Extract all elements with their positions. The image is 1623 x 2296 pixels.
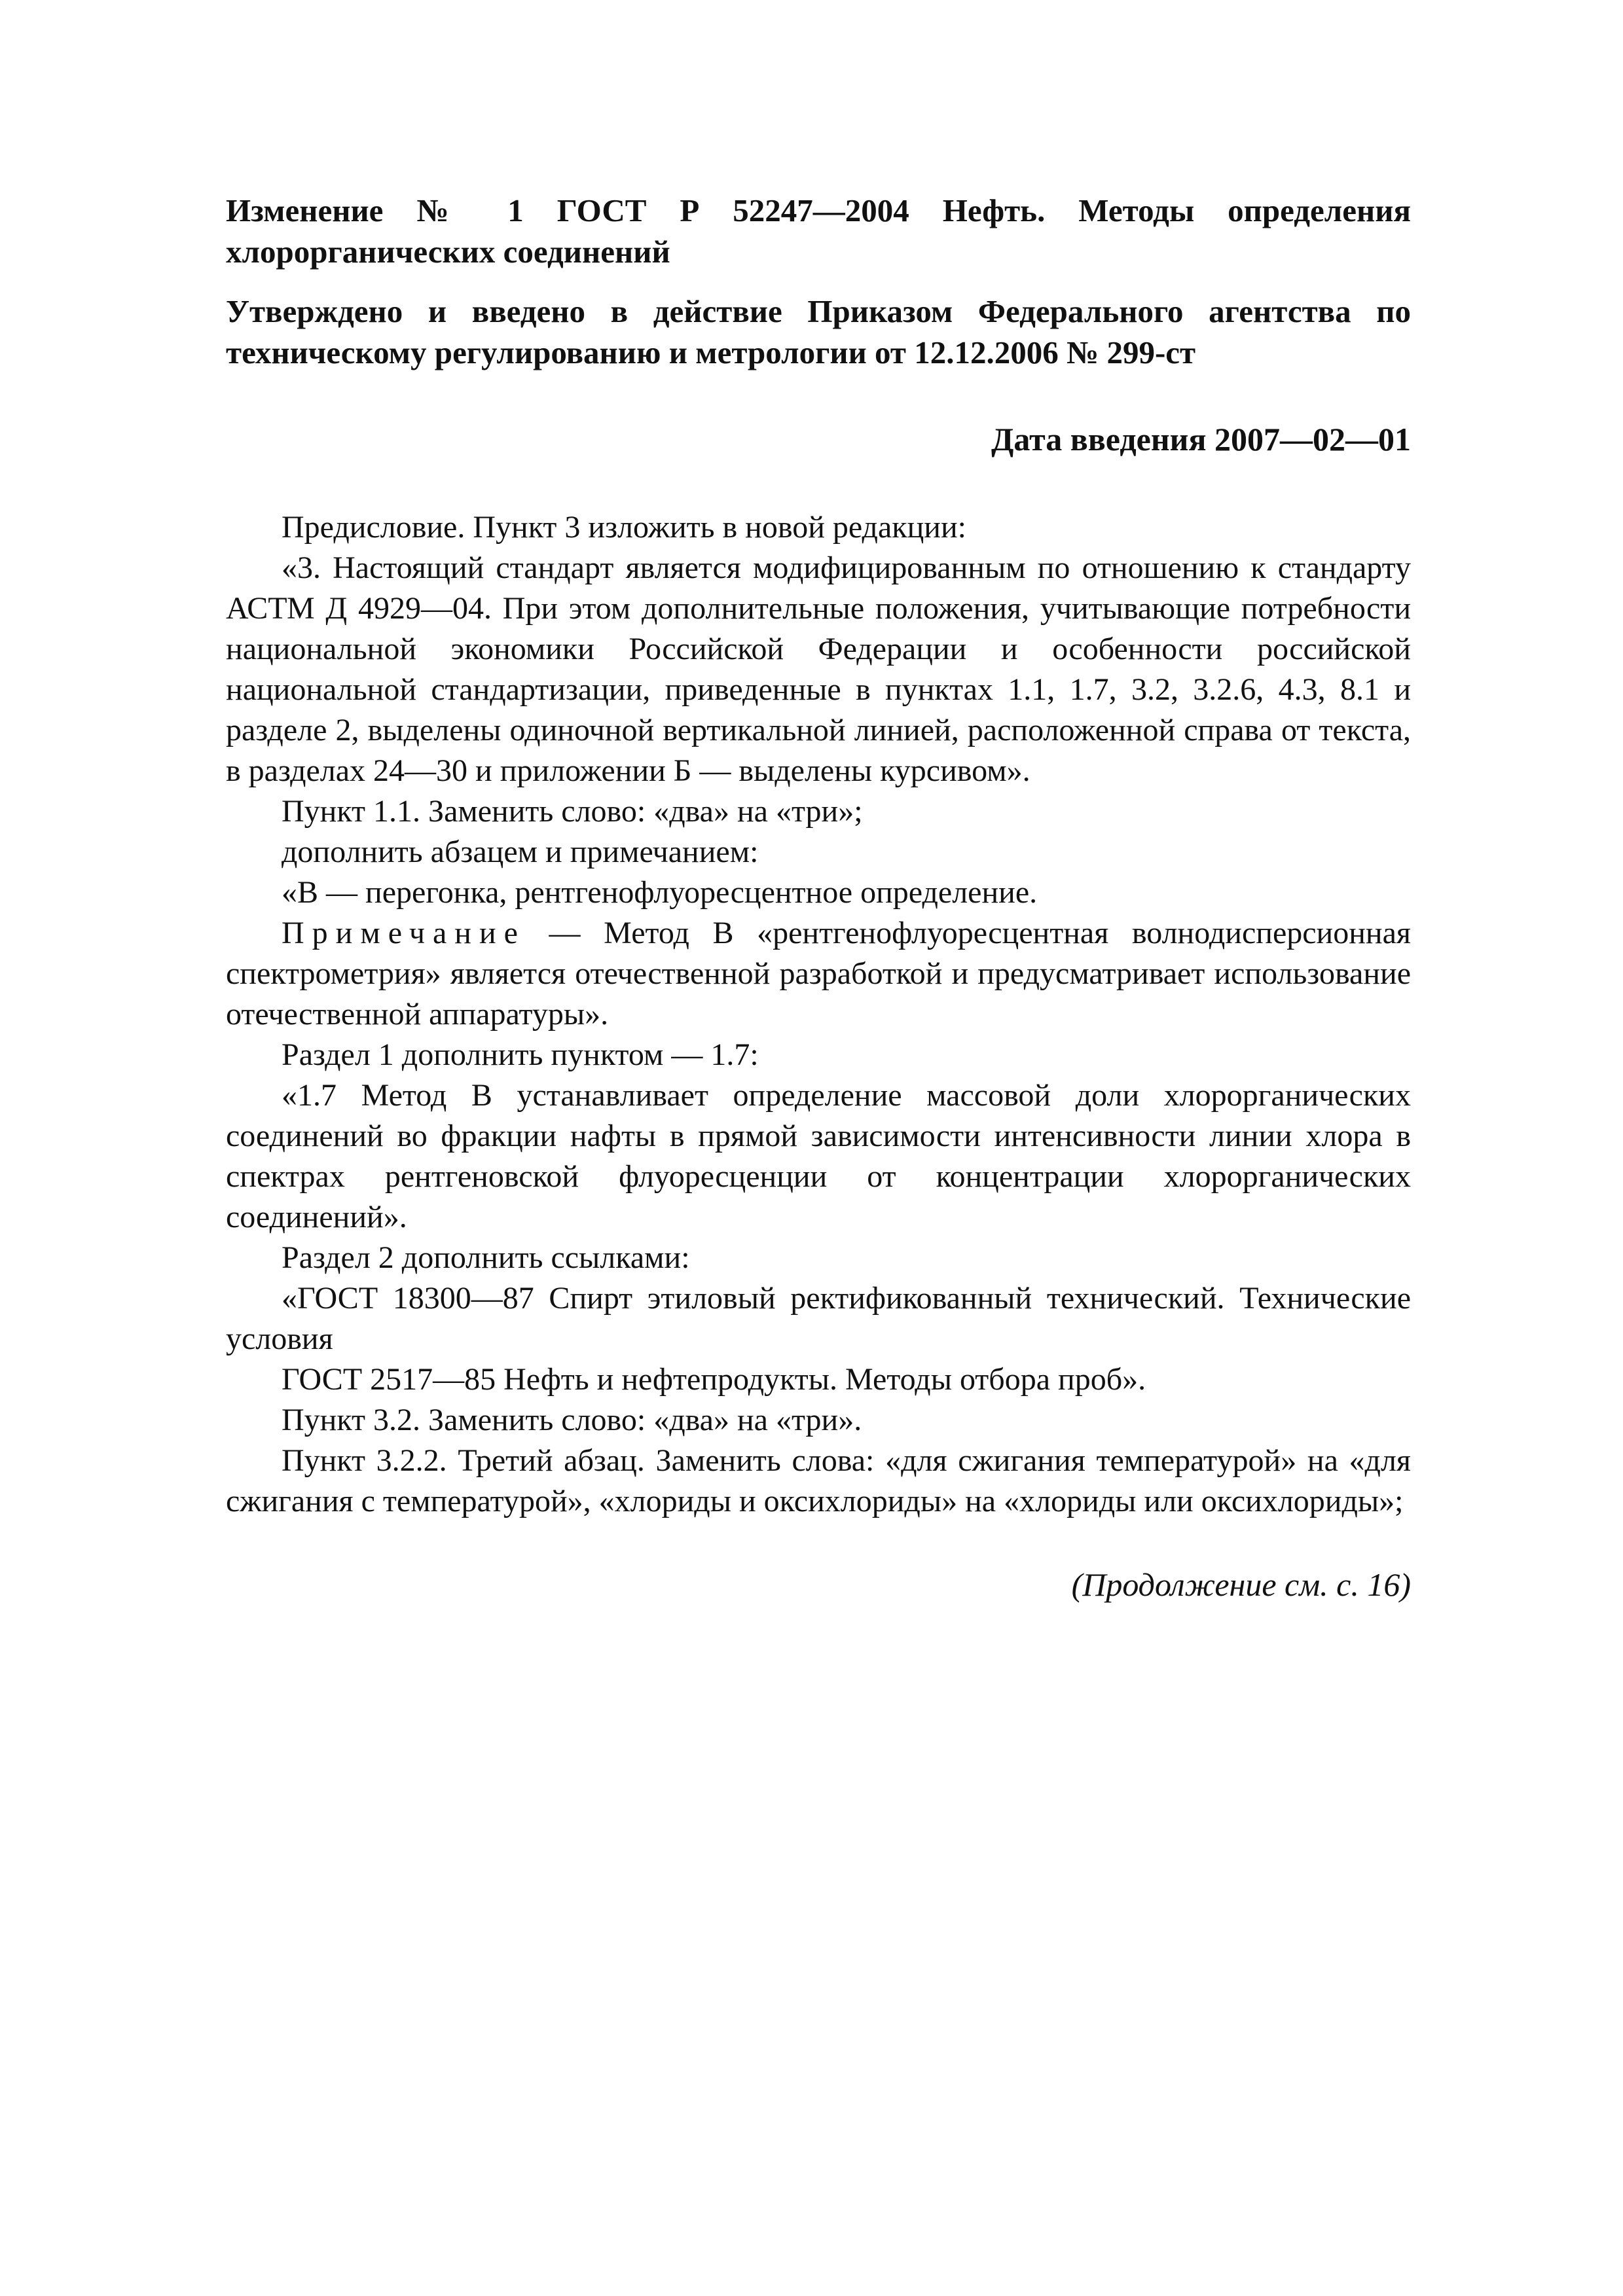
note-label: Примечание (282, 916, 526, 950)
paragraph-ref-18300: «ГОСТ 18300—87 Спирт этиловый ректификованный технический. Технические условия (226, 1281, 1411, 1356)
paragraph-item-1-7: «1.7 Метод В устанавливает определение массовой доли хлорорганических соединений во фракции нафты в прямой зависимости интенсивности линии хлора в спектрах рентгеновской флуоресценции от концентрации хлорорганических соединений». (226, 1078, 1411, 1234)
amendment-body (226, 507, 1411, 1522)
continuation-note: (Продолжение см. с. 16) (1071, 1566, 1411, 1603)
paragraph-section-1: Раздел 1 дополнить пунктом — 1.7: (282, 1037, 759, 1072)
paragraph-method-b: «В — перегонка, рентгенофлуоресцентное определение. (282, 875, 1038, 910)
approval-statement: Утверждено и введено в действие Приказом Федерального агентства по техническому регулированию и метрологии от 12.12.2006 № 299-ст (226, 293, 1411, 370)
paragraph-item-1-1: Пункт 1.1. Заменить слово: «два» на «три»; (282, 794, 863, 829)
note-text: — Метод В «рентгенофлуоресцентная волнодисперсионная спектрометрия» является отечественной разработкой и предусматривает использование отечественной аппаратуры». (226, 916, 1411, 1031)
paragraph-note (226, 913, 1411, 1035)
amendment-title: Изменение № 1 ГОСТ Р 52247—2004 Нефть. Методы определения хлорорганических соединений (226, 192, 1411, 270)
document-page (226, 190, 1411, 1522)
paragraph-foreword: Предисловие. Пункт 3 изложить в новой редакции: (282, 510, 966, 545)
effective-date: Дата введения 2007—02—01 (991, 421, 1411, 457)
paragraph-ref-2517: ГОСТ 2517—85 Нефть и нефтепродукты. Методы отбора проб». (282, 1362, 1146, 1397)
paragraph-item-3-2: Пункт 3.2. Заменить слово: «два» на «три». (282, 1403, 862, 1437)
paragraph-section-2: Раздел 2 дополнить ссылками: (282, 1240, 690, 1275)
paragraph-item-3-2-2: Пункт 3.2.2. Третий абзац. Заменить слова: «для сжигания температурой» на «для сжигания с температурой», «хлориды и оксихлориды» на «хлориды или оксихлориды»; (226, 1443, 1411, 1518)
paragraph-clause-3: «3. Настоящий стандарт является модифицированным по отношению к стандарту АСТМ Д 4929—04. При этом дополнительные положения, учитывающие потребности национальной экономики Российской Федерации и особенности российской национальной стандартизации, приведенные в пунктах 1.1, 1.7, 3.2, 3.2.6, 4.3, 8.1 и разделе 2, выделены одиночной вертикальной линией, расположенной справа от текста, в разделах 24—30 и приложении Б — выделены курсивом». (226, 550, 1411, 788)
paragraph-add-note: дополнить абзацем и примечанием: (282, 834, 759, 869)
